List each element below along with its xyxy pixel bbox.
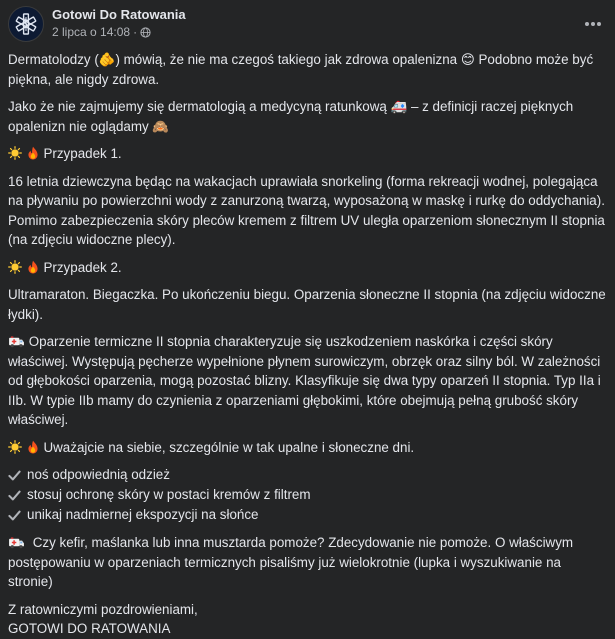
signoff-greeting: Z ratowniczymi pozdrowieniami, bbox=[8, 601, 198, 617]
intro-paragraph: Dermatolodzy (🫵) mówią, że nie ma czegoś takiego jak zdrowa opalenizna 😊 Podobno może być piękna, ale nigdy zdrowa. bbox=[8, 52, 594, 87]
star-of-life-icon bbox=[13, 11, 39, 37]
meta-separator: · bbox=[133, 25, 138, 39]
ambulance-emoji-icon bbox=[8, 536, 25, 549]
case-2-title: Przypadek 2. bbox=[43, 259, 122, 275]
signoff bbox=[8, 600, 609, 639]
list-item bbox=[8, 485, 609, 505]
case-2-text: Ultramaraton. Biegaczka. Po ukończeniu biegu. Oparzenia słoneczne II stopnia (na zdjęciu widoczne łydki). bbox=[8, 287, 606, 322]
checklist-item-text: unikaj nadmiernej ekspozycji na słońce bbox=[27, 507, 259, 523]
signoff-signature: GOTOWI DO RATOWANIA bbox=[8, 621, 171, 636]
warning-text: Uważajcie na siebie, szczególnie w tak upalne i słoneczne dni. bbox=[43, 439, 415, 455]
post-header bbox=[8, 6, 186, 42]
sun-emoji-icon bbox=[8, 260, 22, 274]
second-paragraph: Jako że nie zajmujemy się dermatologią a medycyną ratunkową 🚑 – z definicji raczej pięknych opalenizn nie oglądamy 🙈 bbox=[8, 99, 574, 134]
check-mark-icon bbox=[8, 509, 21, 522]
checklist-item-text: stosuj ochronę skóry w postaci kremów z filtrem bbox=[27, 487, 311, 503]
globe-icon bbox=[140, 27, 151, 38]
case-2-heading bbox=[8, 258, 609, 278]
kefir-paragraph bbox=[8, 533, 609, 592]
case-1-heading bbox=[8, 144, 609, 164]
tips-checklist bbox=[8, 465, 609, 525]
kefir-text: Czy kefir, maślanka lub inna musztarda pomoże? Zdecydowanie nie pomoże. O właściwym postępowaniu w oparzeniach termicznych pisaliśmy już wielokrotnie (lupka i wyszukiwanie na stronie) bbox=[8, 535, 574, 589]
ambulance-emoji-icon bbox=[8, 335, 25, 348]
case-1-text: 16 letnia dziewczyna będąc na wakacjach uprawiała snorkeling (forma rekreacji wodnej, polegająca na pływaniu po powierzchni wody z zanurzoną twarzą, wyposażoną w maskę i rurkę do oddychania). Pomimo zabezpieczenia skóry pleców kremem z filtrem UV uległa oparzeniom słonecznym II stopnia (na zdjęciu widoczne plecy). bbox=[8, 173, 605, 247]
page-name-link[interactable]: Gotowi Do Ratowania bbox=[52, 7, 186, 22]
post-date-link[interactable]: 2 lipca o 14:08 bbox=[52, 25, 131, 39]
warning-paragraph bbox=[8, 438, 609, 458]
sun-emoji-icon bbox=[8, 440, 22, 454]
check-mark-icon bbox=[8, 489, 21, 502]
post-options-button[interactable] bbox=[579, 10, 607, 38]
case-1-title: Przypadek 1. bbox=[43, 146, 122, 161]
burn-info-paragraph bbox=[8, 332, 609, 430]
page-avatar[interactable] bbox=[8, 6, 44, 42]
sun-emoji-icon bbox=[8, 146, 22, 160]
checklist-item-text: noś odpowiednią odzież bbox=[27, 467, 170, 483]
post-body bbox=[8, 50, 609, 639]
fire-emoji-icon bbox=[26, 260, 40, 274]
burn-info-text: Oparzenie termiczne II stopnia charakteryzuje się uszkodzeniem naskórka i części skóry właściwej. Występują pęcherze wypełnione płynem surowiczym, obrzęk oraz silny ból. W zależności od głębokości oparzenia, mogą pozostać blizny. Klasyfikuje się dwa typy oparzeń II stopnia. Typ IIa i IIb. W typie IIb mamy do czynienia z oparzeniami głębokimi, które obejmują pełną grubość skóry właściwej. bbox=[8, 334, 601, 427]
list-item bbox=[8, 465, 609, 485]
fire-emoji-icon bbox=[26, 440, 40, 454]
list-item bbox=[8, 505, 609, 525]
check-mark-icon bbox=[8, 469, 21, 482]
more-horizontal-icon bbox=[584, 21, 602, 27]
post-meta bbox=[52, 24, 186, 40]
fire-emoji-icon bbox=[26, 146, 40, 160]
